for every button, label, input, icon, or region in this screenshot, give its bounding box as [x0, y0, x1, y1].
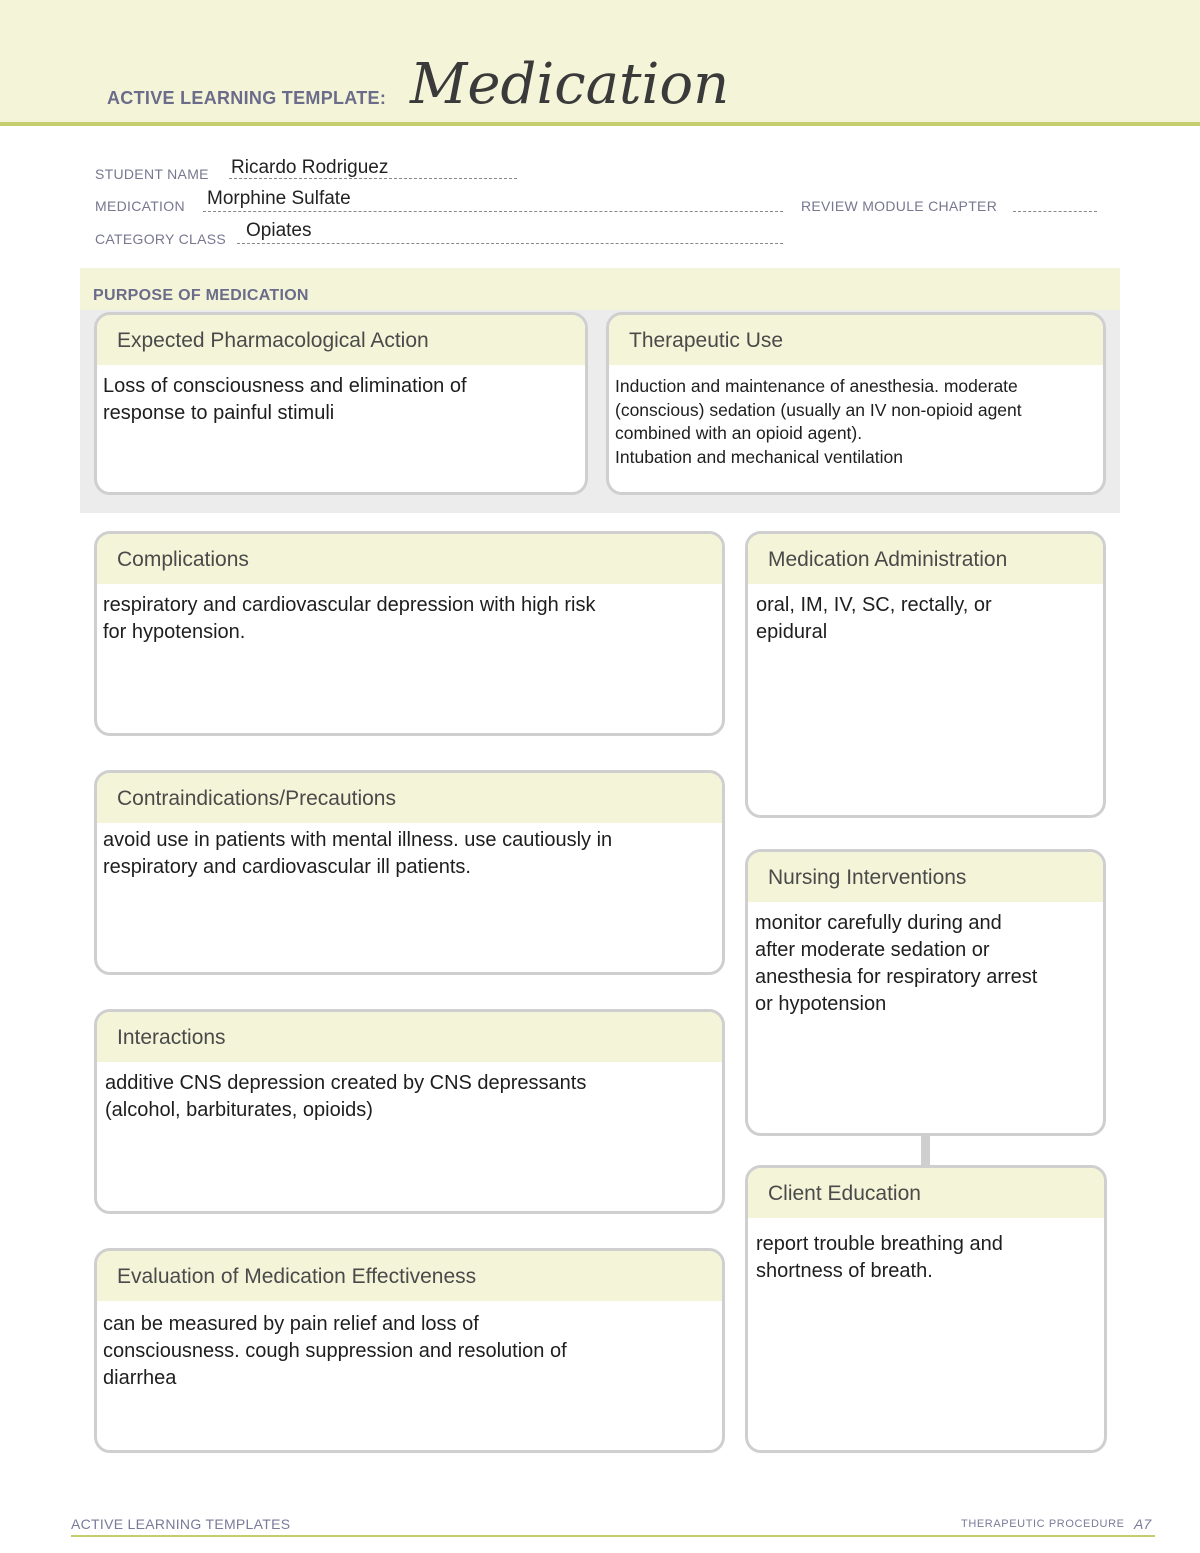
template-label: ACTIVE LEARNING TEMPLATE:: [107, 88, 387, 108]
purpose-label: PURPOSE OF MEDICATION: [93, 287, 309, 304]
evaluation-line: can be measured by pain relief and loss of: [103, 1313, 479, 1335]
category-class-line: [237, 243, 783, 244]
therapeutic-use-line: (conscious) sedation (usually an IV non-opioid agent: [615, 399, 1022, 420]
contraindications-body[interactable]: [97, 823, 722, 881]
template-title: Medication: [410, 52, 730, 117]
evaluation-title: Evaluation of Medication Effectiveness: [97, 1251, 722, 1301]
therapeutic-use-title: Therapeutic Use: [609, 315, 1103, 365]
expected-action-line: response to painful stimuli: [103, 402, 335, 424]
therapeutic-use-body[interactable]: [609, 365, 1103, 469]
footer-rule: [71, 1535, 1155, 1537]
therapeutic-use-line: Induction and maintenance of anesthesia. moderate: [615, 376, 1018, 396]
header-rule: [0, 122, 1200, 126]
complications-line: respiratory and cardiovascular depression with high risk: [103, 594, 596, 616]
medication-field[interactable]: Morphine Sulfate: [207, 188, 351, 209]
evaluation-line: diarrhea: [103, 1367, 177, 1389]
nursing-title: Nursing Interventions: [748, 852, 1103, 902]
administration-body[interactable]: [748, 584, 1103, 646]
review-module-field[interactable]: [1013, 211, 1097, 212]
expected-action-body[interactable]: [97, 365, 585, 427]
client-education-body[interactable]: [748, 1218, 1104, 1285]
interactions-line: (alcohol, barbiturates, opioids): [105, 1099, 373, 1121]
interactions-body[interactable]: [97, 1062, 722, 1124]
administration-box: [745, 531, 1106, 818]
student-name-label: STUDENT NAME: [95, 166, 209, 182]
nursing-body[interactable]: [748, 902, 1103, 1018]
client-education-box: [745, 1165, 1107, 1453]
connector-bar: [921, 1136, 930, 1166]
complications-line: for hypotension.: [103, 621, 246, 643]
footer-page-number: A7: [1134, 1516, 1152, 1532]
medication-line: [203, 211, 783, 212]
administration-line: oral, IM, IV, SC, rectally, or: [756, 594, 992, 616]
category-class-label: CATEGORY CLASS: [95, 231, 227, 247]
nursing-line: monitor carefully during and: [755, 912, 1002, 934]
expected-action-line: Loss of consciousness and elimination of: [103, 375, 467, 397]
nursing-line: anesthesia for respiratory arrest: [755, 966, 1038, 988]
therapeutic-use-box: [606, 312, 1106, 495]
medication-label: MEDICATION: [95, 198, 185, 214]
review-module-label: REVIEW MODULE CHAPTER: [801, 198, 998, 214]
category-class-field[interactable]: Opiates: [246, 220, 312, 241]
contraindications-box: [94, 770, 725, 975]
student-name-field[interactable]: Ricardo Rodriguez: [231, 157, 389, 178]
client-education-line: report trouble breathing and: [756, 1233, 1003, 1255]
contraindications-title: Contraindications/Precautions: [97, 773, 722, 823]
evaluation-line: consciousness. cough suppression and resolution of: [103, 1340, 567, 1362]
nursing-line: or hypotension: [755, 993, 887, 1015]
complications-title: Complications: [97, 534, 722, 584]
therapeutic-use-line: Intubation and mechanical ventilation: [615, 446, 903, 467]
nursing-box: [745, 849, 1106, 1136]
evaluation-box: [94, 1248, 725, 1453]
nursing-line: after moderate sedation or: [755, 939, 990, 961]
client-education-title: Client Education: [748, 1168, 1104, 1218]
footer-left: ACTIVE LEARNING TEMPLATES: [71, 1516, 291, 1532]
contraindications-line: avoid use in patients with mental illness. use cautiously in: [103, 829, 613, 851]
therapeutic-use-line: combined with an opioid agent).: [615, 423, 863, 443]
interactions-box: [94, 1009, 725, 1214]
footer-right: THERAPEUTIC PROCEDURE: [961, 1518, 1125, 1530]
evaluation-body[interactable]: [97, 1301, 722, 1392]
expected-action-title: Expected Pharmacological Action: [97, 315, 585, 365]
complications-box: [94, 531, 725, 736]
complications-body[interactable]: [97, 584, 722, 646]
client-education-line: shortness of breath.: [756, 1260, 933, 1282]
interactions-line: additive CNS depression created by CNS depressants: [105, 1072, 587, 1094]
interactions-title: Interactions: [97, 1012, 722, 1062]
expected-action-box: [94, 312, 588, 495]
administration-line: epidural: [756, 621, 828, 643]
administration-title: Medication Administration: [748, 534, 1103, 584]
contraindications-line: respiratory and cardiovascular ill patients.: [103, 856, 471, 878]
